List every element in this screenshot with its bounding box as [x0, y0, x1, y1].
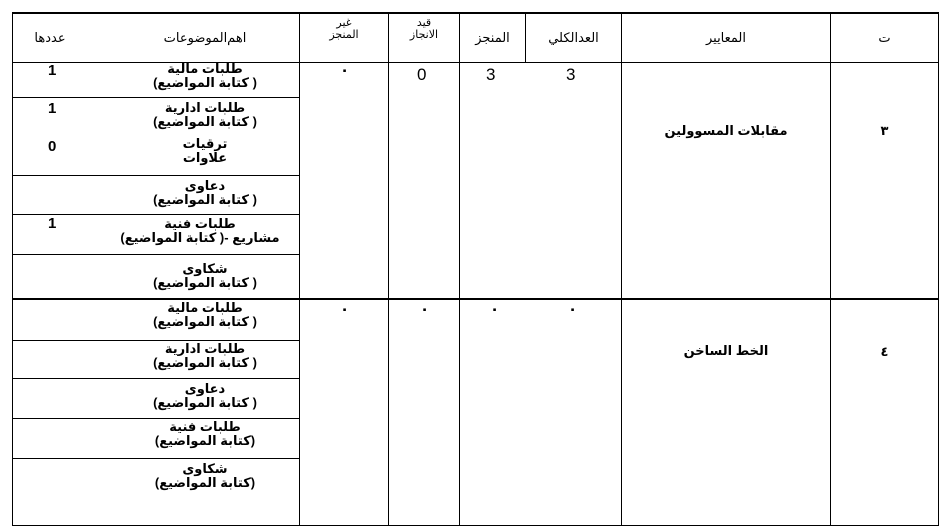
col-divider-criteria: [830, 12, 831, 526]
row2-not-done: ٠: [340, 301, 350, 318]
row1-count-financial: 1: [48, 62, 57, 79]
row1-count-technical: 1: [48, 215, 57, 232]
row1-not-done: ٠: [340, 62, 350, 79]
col-divider-topics: [299, 12, 300, 526]
row1-topic-administrative: طلبات ادارية (كتابة المواضيع ): [153, 100, 257, 129]
col-divider-notdone: [388, 12, 389, 526]
col-divider-inprogress: [459, 12, 460, 526]
header-done: المنجز: [475, 30, 510, 45]
row2-topic-administrative: طلبات ادارية (كتابة المواضيع ): [153, 341, 257, 370]
row1-count-administrative: 1: [48, 100, 57, 117]
header-topics: اهم‌الموضوعات: [163, 30, 247, 45]
row1-criteria: مقابلات المسوولين: [664, 123, 788, 138]
row1-seq: ٣: [880, 123, 889, 138]
row2-seq: ٤: [880, 344, 889, 359]
col-divider-total: [621, 12, 622, 526]
table-left-border: [12, 12, 13, 526]
topic-divider: [12, 458, 299, 459]
row2-criteria: الخط الساخن: [683, 343, 769, 358]
topic-divider: [12, 175, 299, 176]
row1-topic-lawsuits: دعاوى (كتابة المواضيع ): [153, 178, 257, 207]
topic-divider: [12, 340, 299, 341]
row-divider: [12, 298, 939, 300]
row2-topic-complaints: شكاوى (كتابة المواضيع): [154, 461, 256, 490]
row1-in-progress: 0: [417, 65, 427, 84]
header-not-done: غير المنجز: [329, 17, 359, 41]
table-bottom-border: [12, 525, 939, 526]
row2-topic-technical: طلبات فنية (كتابة المواضيع): [154, 419, 256, 448]
topic-divider: [12, 254, 299, 255]
row2-total: ٠: [568, 301, 578, 318]
header-seq: ت: [878, 30, 891, 45]
topic-divider: [12, 378, 299, 379]
row2-in-progress: ٠: [420, 301, 430, 318]
table-top-border: [12, 12, 939, 14]
row1-topic-technical: طلبات فنية (كتابة المواضيع )- مشاريع: [120, 216, 280, 245]
row2-topic-lawsuits: دعاوى (كتابة المواضيع ): [153, 381, 257, 410]
header-count: عددها: [34, 30, 66, 45]
topic-divider: [12, 418, 299, 419]
row2-topic-financial: طلبات مالية (كتابة المواضيع ): [153, 300, 257, 329]
header-total: العدالكلي: [548, 30, 599, 45]
row1-done: 3: [486, 65, 496, 84]
header-in-progress: قيد الانجاز: [409, 17, 439, 41]
row2-done: ٠: [490, 301, 500, 318]
topic-divider: [12, 97, 299, 98]
row1-count-promotions: 0: [48, 138, 57, 155]
header-criteria: المعايير: [705, 30, 747, 45]
row1-topic-promotions: ترقيات علاوات: [182, 136, 228, 165]
row1-topic-complaints: شكاوى (كتابة المواضيع ): [153, 261, 257, 290]
row1-total: 3: [566, 65, 576, 84]
row1-topic-financial: طلبات مالية (كتابة المواضيع ): [153, 61, 257, 90]
table-right-border: [938, 12, 939, 526]
